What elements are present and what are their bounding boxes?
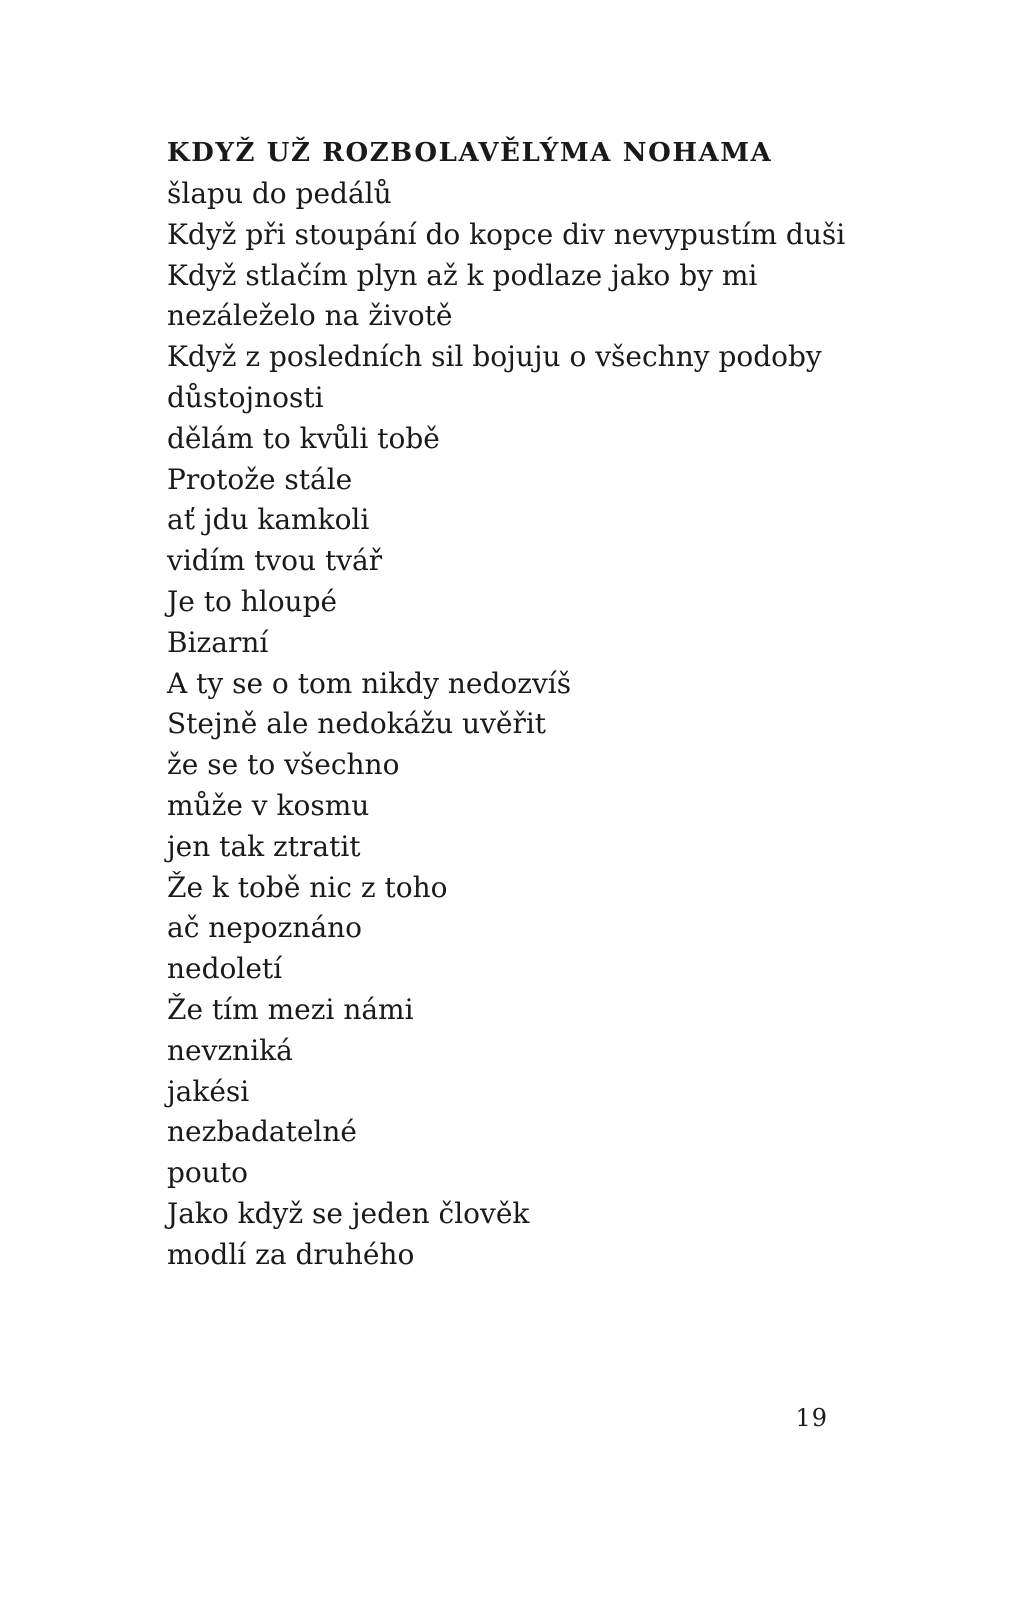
poem-line: že se to všechno bbox=[167, 748, 400, 782]
poem-line: jakési bbox=[167, 1074, 250, 1108]
poem-line: nezbadatelné bbox=[167, 1115, 357, 1149]
poem-line: dělám to kvůli tobě bbox=[167, 421, 440, 455]
poem-line: nedoletí bbox=[167, 952, 283, 986]
poem-line: jen tak ztratit bbox=[167, 829, 361, 863]
poem-line: Že k tobě nic z toho bbox=[167, 870, 448, 904]
poem-line: Protože stále bbox=[167, 462, 353, 496]
poem bbox=[167, 133, 867, 1276]
poem-line: Je to hloupé bbox=[167, 584, 338, 618]
poem-line: vidím tvou tvář bbox=[167, 544, 383, 578]
poem-line: šlapu do pedálů bbox=[167, 177, 392, 210]
poem-line: důstojnosti bbox=[167, 380, 324, 414]
poem-line: Když stlačím plyn až k podlaze jako by mi bbox=[167, 258, 758, 292]
poem-line: ač nepoznáno bbox=[167, 911, 363, 945]
poem-line: Jako když se jeden člověk bbox=[167, 1196, 530, 1230]
poem-line: ať jdu kamkoli bbox=[167, 503, 370, 537]
poem-line: pouto bbox=[167, 1156, 248, 1190]
page-number: 19 bbox=[795, 1404, 828, 1432]
poem-line: nezáleželo na životě bbox=[167, 299, 453, 333]
poem-line: nevzniká bbox=[167, 1033, 293, 1067]
poem-line: modlí za druhého bbox=[167, 1237, 415, 1271]
poem-line: A ty se o tom nikdy nedozvíš bbox=[167, 666, 572, 700]
poem-lines bbox=[167, 174, 867, 1276]
poem-line: může v kosmu bbox=[167, 788, 370, 822]
poem-line: Když z posledních sil bojuju o všechny podoby bbox=[167, 340, 822, 374]
poem-title: KDYŽ UŽ ROZBOLAVĚLÝMA NOHAMA bbox=[167, 138, 773, 168]
poem-line: Stejně ale nedokážu uvěřit bbox=[167, 707, 547, 741]
poem-line: Bizarní bbox=[167, 625, 269, 659]
poem-line: Když při stoupání do kopce div nevypustím duši bbox=[167, 217, 846, 251]
poem-line: Že tím mezi námi bbox=[167, 992, 414, 1026]
